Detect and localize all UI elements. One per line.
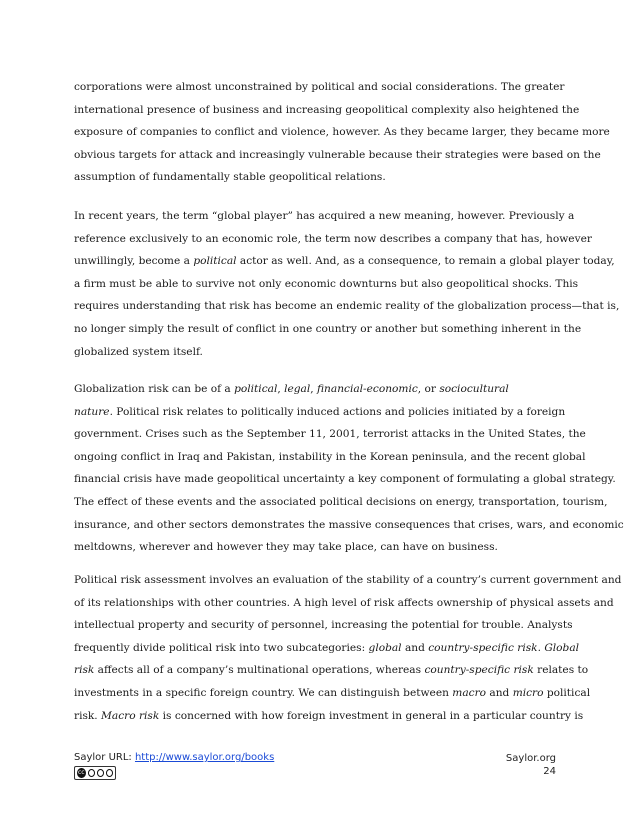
text-run: and xyxy=(486,686,513,699)
italic-term: country-specific risk xyxy=(424,664,534,677)
paragraph-2 xyxy=(74,205,620,363)
text-run: actor as well. And, as a consequence, to remain a global player today, xyxy=(236,255,615,268)
text-run: affects all of a company’s multinational operations, whereas xyxy=(94,664,425,677)
italic-term: macro xyxy=(452,686,487,699)
text-line: a firm must be able to survive not only economic downturns but also geopolitical shocks. This xyxy=(74,277,579,290)
text-line xyxy=(74,378,558,401)
text-line xyxy=(74,250,615,273)
italic-term: country-specific risk xyxy=(428,641,538,654)
text-line xyxy=(74,637,580,660)
site-name: Saylor.org xyxy=(505,753,556,764)
attribution-icon xyxy=(88,769,95,777)
footer-url xyxy=(74,752,274,763)
text-run: . xyxy=(537,641,545,654)
italic-term: nature xyxy=(74,405,110,418)
text-line: corporations were almost unconstrained by political and social considerations. The greater xyxy=(74,81,565,93)
cc-icon: cc xyxy=(77,769,85,776)
text-line xyxy=(74,659,589,682)
text-line: insurance, and other sectors demonstrates the massive consequences that crises, wars, and economic xyxy=(74,518,624,531)
text-line: exposure of companies to conflict and violence, however. As they became larger, they became more xyxy=(74,126,610,139)
text-line: requires understanding that risk has become an endemic reality of the globalization process—that is, xyxy=(74,300,620,313)
text-run: . Political risk relates to politically induced actions and policies initiated by a foreign xyxy=(109,405,566,418)
text-line: international presence of business and increasing geopolitical complexity also heightened the xyxy=(74,103,580,116)
paragraph-4 xyxy=(74,569,622,727)
text-run: , or xyxy=(417,383,440,395)
creative-commons-badge xyxy=(74,766,116,780)
text-line: ongoing conflict in Iraq and Pakistan, instability in the Korean peninsula, and the recent global xyxy=(74,450,586,463)
text-line: globalized system itself. xyxy=(74,345,203,358)
italic-term: financial-economic xyxy=(316,383,418,395)
italic-term: legal xyxy=(284,383,311,395)
text-run: Globalization risk can be of a xyxy=(74,383,235,395)
text-run: , xyxy=(310,383,317,395)
italic-term: micro xyxy=(512,686,544,699)
text-line: of its relationships with other countries. A high level of risk affects ownership of physical assets and xyxy=(74,596,614,609)
text-run: risk. xyxy=(74,709,102,722)
text-line: financial crisis have made geopolitical uncertainty a key component of formulating a global strategy. xyxy=(74,473,616,486)
text-run: frequently divide political risk into two subcategories: xyxy=(74,641,369,654)
text-run: and xyxy=(401,641,429,654)
italic-term: risk xyxy=(74,664,95,677)
text-line xyxy=(74,401,566,424)
text-line xyxy=(74,705,584,728)
italic-term: political xyxy=(234,383,278,395)
text-line: intellectual property and security of personnel, increasing the potential for trouble. Analysts xyxy=(74,619,573,632)
text-run: political xyxy=(543,686,591,699)
text-run: , xyxy=(277,383,285,395)
text-run: is concerned with how foreign investment in general in a particular country is xyxy=(159,709,584,722)
saylor-books-link[interactable]: http://www.saylor.org/books xyxy=(134,752,275,763)
text-line: In recent years, the term “global player” has acquired a new meaning, however. Previously a xyxy=(74,210,575,222)
text-line: assumption of fundamentally stable geopolitical relations. xyxy=(74,171,386,184)
text-line: Political risk assessment involves an evaluation of the stability of a country’s current government and xyxy=(74,574,622,586)
text-line: no longer simply the result of conflict in one country or another but something inherent in the xyxy=(74,322,582,335)
footer-site xyxy=(506,752,556,778)
noncommercial-icon xyxy=(97,769,104,777)
text-run: investments in a specific foreign country. We can distinguish between xyxy=(74,686,453,699)
text-line: government. Crises such as the September 11, 2001, terrorist attacks in the United States, the xyxy=(74,428,586,441)
paragraph-1 xyxy=(74,76,610,189)
text-run: unwillingly, become a xyxy=(74,255,194,268)
text-run: relates to xyxy=(533,664,589,677)
footer-url-label: Saylor URL: xyxy=(74,752,135,763)
paragraph-3 xyxy=(74,378,624,559)
italic-term: sociocultural xyxy=(439,383,509,395)
italic-term: Global xyxy=(544,641,580,654)
page-number: 24 xyxy=(543,766,556,777)
sharealike-icon xyxy=(106,769,113,777)
text-line: reference exclusively to an economic role, the term now describes a company that has, however xyxy=(74,232,592,245)
italic-term: political xyxy=(193,255,237,268)
text-line: obvious targets for attack and increasingly vulnerable because their strategies were based on the xyxy=(74,148,601,161)
italic-term: global xyxy=(368,641,402,654)
text-line xyxy=(74,682,591,705)
text-line: The effect of these events and the associated political decisions on energy, transportation, tourism, xyxy=(74,495,608,508)
italic-term: Macro risk xyxy=(101,709,160,722)
text-line: meltdowns, wherever and however they may take place, can have on business. xyxy=(74,541,498,554)
